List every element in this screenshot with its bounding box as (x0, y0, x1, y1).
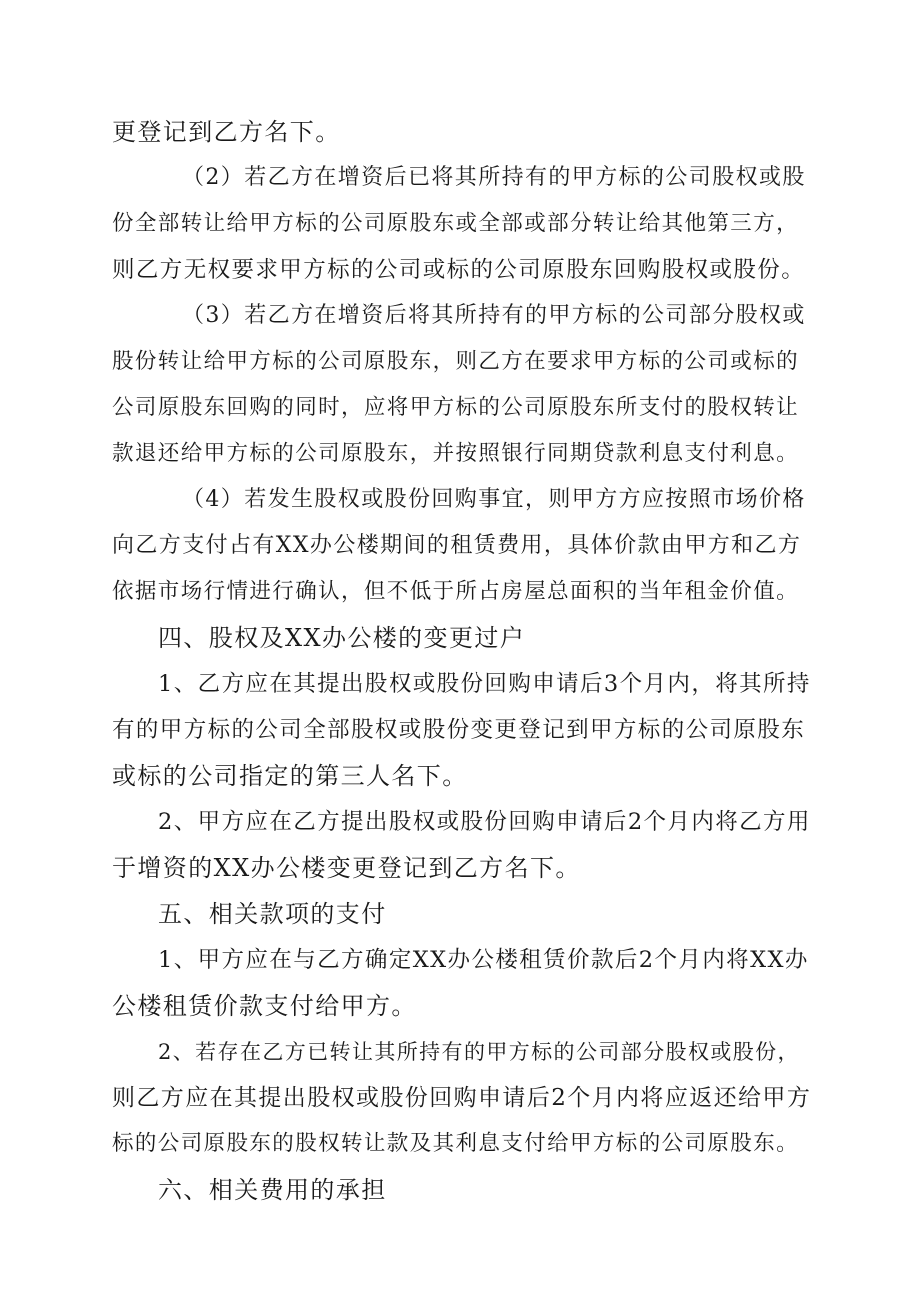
text-line: 款退还给甲方标的公司原股东，并按照银行同期贷款利息支付利息。 (112, 441, 800, 466)
text-line: 份全部转让给甲方标的公司原股东或全部或部分转让给其他第三方， (112, 211, 800, 236)
section-heading: 四、股权及XX办公楼的变更过户 (158, 624, 526, 652)
clause-heading: （4）若发生股权或股份回购事宜，则甲方方应按照市场价格 (182, 487, 806, 512)
clause-heading: 1、甲方应在与乙方确定XX办公楼租赁价款后2个月内将XX办 (158, 947, 809, 973)
text-line: 则乙方应在其提出股权或股份回购申请后2个月内将应返还给甲方 (112, 1085, 812, 1111)
clause-heading: 1、乙方应在其提出股权或股份回购申请后3个月内，将其所持 (158, 671, 811, 697)
clause-heading: （3）若乙方在增资后将其所持有的甲方标的公司部分股权或 (182, 303, 806, 328)
section-heading: 六、相关费用的承担 (158, 1176, 387, 1204)
text-line: 股份转让给甲方标的公司原股东，则乙方在要求甲方标的公司或标的 (112, 349, 800, 374)
text-line: 更登记到乙方名下。 (112, 118, 341, 146)
clause-heading: （2）若乙方在增资后已将其所持有的甲方标的公司股权或股 (182, 165, 806, 190)
section-heading: 五、相关款项的支付 (158, 900, 387, 928)
clause-heading: 2、若存在乙方已转让其所持有的甲方标的公司部分股权或股份， (158, 1040, 800, 1064)
text-line: 公楼租赁价款支付给甲方。 (112, 992, 417, 1020)
text-line: 或标的公司指定的第三人名下。 (112, 762, 468, 790)
text-line: 向乙方支付占有XX办公楼期间的租赁费用，具体价款由甲方和乙方 (112, 533, 802, 558)
text-line: 依据市场行情进行确认，但不低于所占房屋总面积的当年租金价值。 (112, 579, 800, 604)
text-line: 则乙方无权要求甲方标的公司或标的公司原股东回购股权或股份。 (112, 257, 806, 283)
text-line: 公司原股东回购的同时，应将甲方标的公司原股东所支付的股权转让 (112, 395, 800, 420)
text-line: 于增资的XX办公楼变更登记到乙方名下。 (112, 854, 581, 882)
text-line: 标的公司原股东的股权转让款及其利息支付给甲方标的公司原股东。 (112, 1131, 800, 1156)
clause-heading: 2、甲方应在乙方提出股权或股份回购申请后2个月内将乙方用 (158, 809, 811, 835)
text-line: 有的甲方标的公司全部股权或股份变更登记到甲方标的公司原股东 (112, 717, 806, 743)
